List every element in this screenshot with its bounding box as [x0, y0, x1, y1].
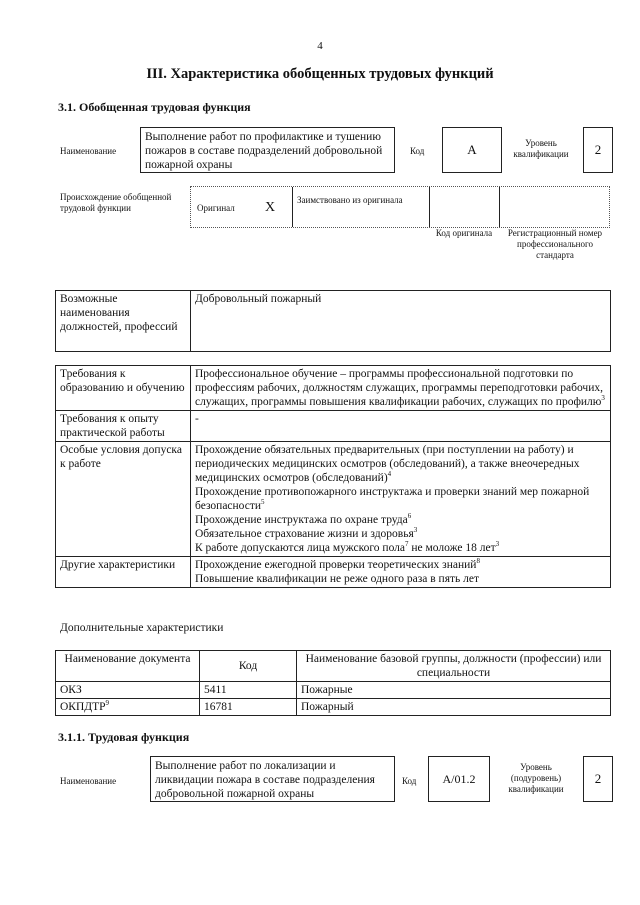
level-label: Уровень (подуровень) квалификации [508, 762, 564, 794]
other-label: Другие характеристики [56, 557, 191, 588]
footnote-ref: 5 [261, 498, 265, 507]
table-cell [56, 682, 200, 699]
doc-name: ОКЗ [60, 684, 82, 696]
other-line [195, 572, 606, 586]
condition-line [195, 541, 606, 555]
tf-level-box: 2 [583, 756, 613, 802]
footnote-ref: 3 [601, 394, 605, 403]
experience-label: Требования к опыту практической работы [56, 411, 191, 442]
table-row [56, 682, 611, 699]
origin-label: Происхождение обобщенной трудовой функции [60, 192, 172, 213]
other-cell [191, 557, 611, 588]
origin-original-cell [191, 187, 293, 227]
header-cell: Наименование документа [56, 651, 200, 682]
borrowed-label: Заимствовано из оригинала [297, 195, 403, 205]
code-label: Код [410, 146, 425, 156]
code-label: Код [402, 776, 417, 786]
table-cell: 16781 [200, 699, 297, 716]
positions-table [55, 290, 611, 352]
requirements-table [55, 365, 611, 588]
table-cell: Пожарные [297, 682, 611, 699]
page-number: 4 [317, 40, 323, 52]
experience-value: - [191, 411, 611, 442]
other-text: Повышение квалификации не реже одного раза в пять лет [195, 573, 480, 585]
gtf-level-box: 2 [583, 127, 613, 173]
gtf-name-box: Выполнение работ по профилактике и тушению пожаров в составе подразделений добровольной пожарной охраны [140, 127, 395, 173]
page-title: III. Характеристика обобщенных трудовых функций [146, 66, 494, 82]
footnote-ref: 3 [495, 540, 500, 549]
origin-table [190, 186, 610, 228]
additional-table [55, 650, 611, 716]
divider [499, 187, 500, 227]
tf-name-box: Выполнение работ по локализации и ликвидации пожара в составе подразделения добровольной пожарной охраны [150, 756, 395, 802]
original-mark: X [265, 200, 276, 215]
education-label: Требования к образованию и обучению [56, 366, 191, 411]
positions-label: Возможные наименования должностей, профессий [56, 291, 191, 352]
doc-name: ОКПДТР [60, 701, 106, 713]
footnote-ref: 7 [405, 540, 409, 549]
condition-line [195, 513, 606, 527]
education-cell [191, 366, 611, 411]
condition-text: Прохождение инструктажа по охране труда [195, 514, 408, 526]
condition-text: Обязательное страхование жизни и здоровья [195, 528, 414, 540]
footnote-ref: 3 [413, 526, 418, 535]
condition-text: К работе допускаются лица мужского пола [195, 542, 406, 554]
table-cell: 5411 [200, 682, 297, 699]
code-original-caption: Код оригинала [435, 228, 493, 238]
other-line [195, 558, 606, 572]
level-label: Уровень квалификации [513, 138, 569, 159]
additional-title: Дополнительные характеристики [60, 622, 224, 634]
original-label: Оригинал [197, 203, 235, 213]
reg-number-caption: Регистрационный номер профессионального стандарта [507, 228, 603, 260]
conditions-label: Особые условия допуска к работе [56, 442, 191, 557]
name-label: Наименование [60, 776, 117, 786]
positions-value: Добровольный пожарный [191, 291, 611, 352]
condition-line [195, 485, 606, 513]
footnote-ref: 6 [407, 512, 412, 521]
other-text: Прохождение ежегодной проверки теоретических знаний [195, 559, 477, 571]
condition-text: Прохождение обязательных предварительных (при поступлении на работу) и периодических медицинских осмотров (обследований), а также внеочередных медицинских осмотров (обследований) [195, 444, 580, 484]
condition-text: Прохождение противопожарного инструктажа и проверки знаний мер пожарной безопасности [195, 486, 590, 512]
gtf-code-box: A [442, 127, 502, 173]
tf-code-box: A/01.2 [428, 756, 490, 802]
divider [429, 187, 430, 227]
header-cell: Наименование базовой группы, должности (профессии) или специальности [297, 651, 611, 682]
condition-line [195, 443, 606, 485]
table-cell: Пожарный [297, 699, 611, 716]
table-row [56, 699, 611, 716]
footnote-ref: 9 [105, 699, 110, 708]
section-311-title: 3.1.1. Трудовая функция [58, 730, 190, 744]
condition-line [195, 527, 606, 541]
name-label: Наименование [60, 146, 117, 156]
education-text: Профессиональное обучение – программы профессиональной подготовки по профессиям рабочих, должностям служащих, программы переподготовки рабочих, служащих, программы повышения квалификации рабочих, служащих по профилю [195, 368, 603, 408]
table-cell [56, 699, 200, 716]
conditions-cell [191, 442, 611, 557]
header-cell: Код [200, 651, 297, 682]
footnote-ref: 8 [476, 557, 480, 566]
condition-text: не моложе 18 лет [408, 542, 496, 554]
footnote-ref: 4 [387, 470, 392, 479]
section-31-title: 3.1. Обобщенная трудовая функция [58, 100, 251, 114]
